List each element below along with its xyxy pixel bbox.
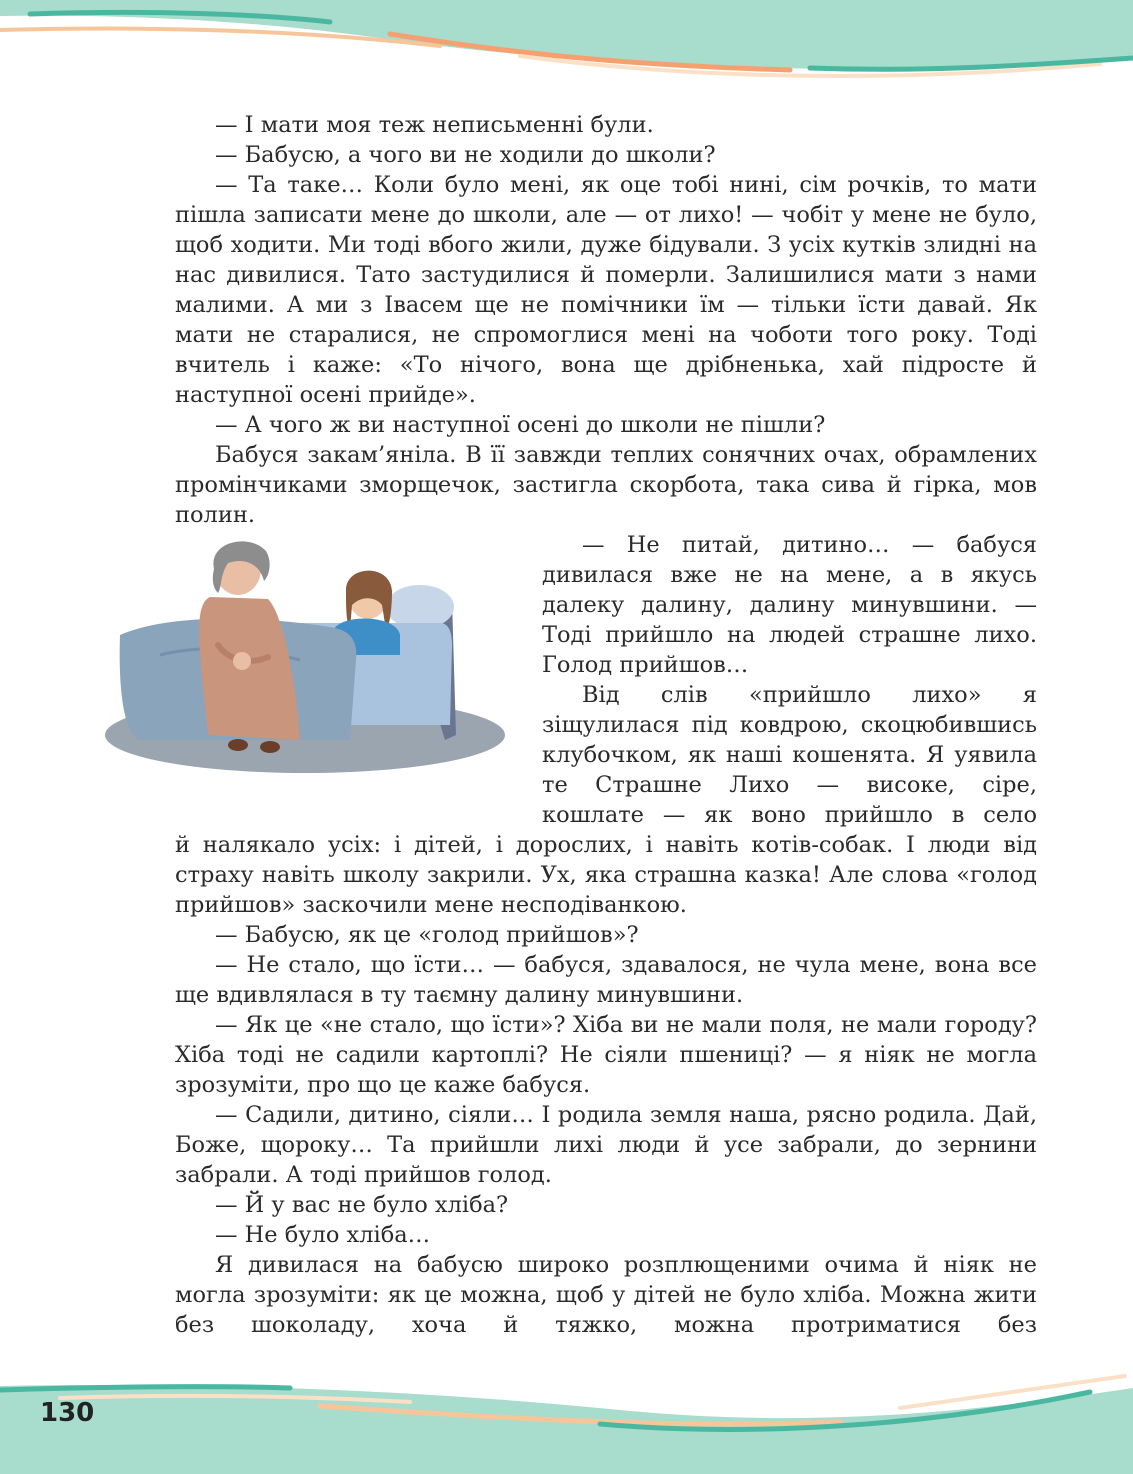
top-decorative-band <box>0 0 1133 90</box>
grandmother-and-girl-illustration <box>100 535 515 775</box>
text-block-side <box>542 530 1037 830</box>
paragraph: — Й у вас не було хліба? <box>215 1192 509 1218</box>
bottom-decorative-band <box>0 1364 1133 1474</box>
paragraph: — Не питай, дитино… — бабуся дивилася вже не на мене, а в якусь далеку далину, далину минувшини. — Тоді прийшло на людей страшне лихо. Голод прийшов… <box>542 532 1037 678</box>
paragraph: — І мати моя теж неписьменні були. <box>215 112 654 138</box>
paragraph: — Бабусю, а чого ви не ходили до школи? <box>215 142 716 168</box>
paragraph: й налякало усіх: і дітей, і дорослих, і навіть котів-собак. І люди від страху навіть школу закрили. Ух, яка страшна казка! Але слова «голод прийшов» заскочили мене несподіванкою. <box>175 832 1037 918</box>
paragraph: — Бабусю, як це «голод прийшов»? <box>215 922 639 948</box>
paragraph: — Не стало, що їсти… — бабуся, здавалося, не чула мене, вона все ще вдивлялася в ту таємну далину минувшини. <box>175 952 1037 1008</box>
paragraph: — Як це «не стало, що їсти»? Хіба ви не мали поля, не мали городу? Хіба тоді не садили картоплі? Не сіяли пшениці? — я ніяк не могла зрозуміти, про що це каже бабуся. <box>175 1012 1037 1098</box>
text-block-bottom <box>175 830 1037 1340</box>
text-block-top <box>175 110 1037 530</box>
paragraph: Від слів «прийшло лихо» я зіщулилася під ковдрою, скоцюбившись клубочком, як наші кошенята. Я уявила те Страшне Лихо — високе, сіре, кошлате — як воно прийшло в село <box>542 682 1037 828</box>
paragraph: — Садили, дитино, сіяли… І родила земля наша, рясно родила. Дай, Боже, щороку… Та прийшли лихі люди й усе забрали, до зернини забрали. А тоді прийшов голод. <box>175 1102 1037 1188</box>
paragraph: — Та таке… Коли було мені, як оце тобі нині, сім рочків, то мати пішла записати мене до школи, але — от лихо! — чобіт у мене не було, щоб ходити. Ми тоді вбого жили, дуже бідували. З усіх кутків злидні на нас дивилися. Тато застудилися й померли. Залишилися мати з нами малими. А ми з Івасем ще не помічники їм — тільки їсти давай. Як мати не старалися, не спромоглися мені на чоботи того року. Тоді вчитель і каже: «То нічого, вона ще дрібненька, хай підросте й наступної осені прийде». <box>175 172 1037 408</box>
paragraph: — Не було хліба… <box>215 1222 431 1248</box>
paragraph: Бабуся закам’яніла. В її завжди теплих сонячних очах, обрамлених промінчиками зморщечок, застигла скорбота, така сива й гірка, мов полин. <box>175 442 1037 528</box>
paragraph: — А чого ж ви наступної осені до школи не пішли? <box>215 412 826 438</box>
page-number: 130 <box>40 1398 95 1428</box>
paragraph: Я дивилася на бабусю широко розплющеними очима й ніяк не могла зрозуміти: як це можна, щоб у дітей не було хліба. Можна жити без шоколаду, хоча й тяжко, можна протриматися без <box>175 1252 1037 1338</box>
